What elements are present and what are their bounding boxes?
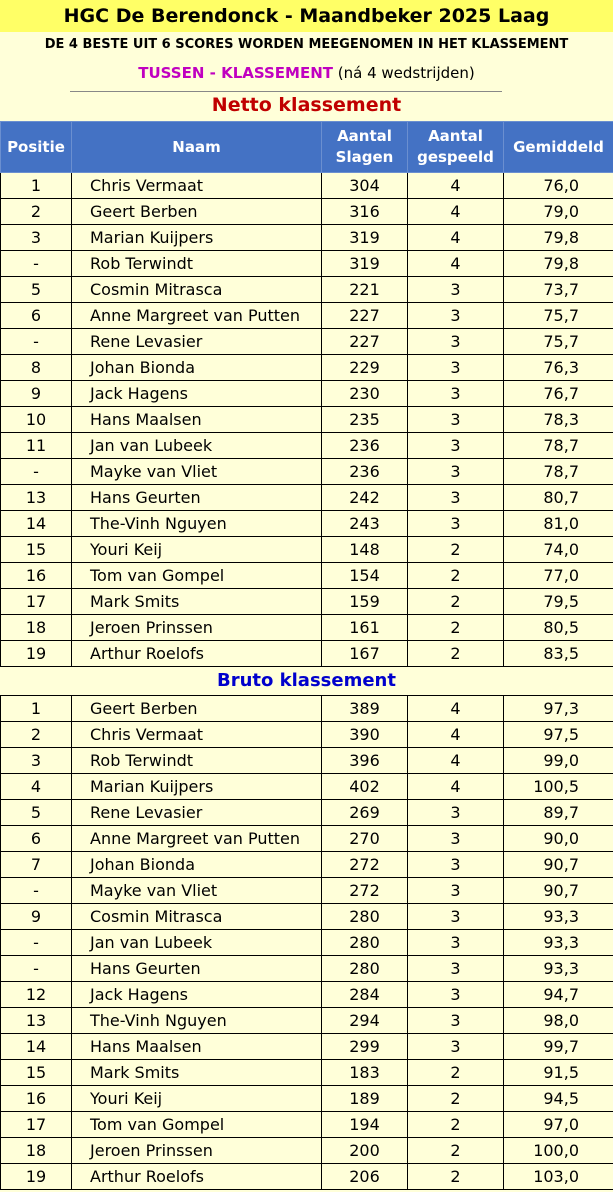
cell-slagen: 242 <box>322 485 408 511</box>
cell-positie: 6 <box>1 826 72 852</box>
cell-positie: 17 <box>1 1112 72 1138</box>
cell-gespeeld: 3 <box>408 459 504 485</box>
cell-gemiddeld: 77,0 <box>504 563 613 589</box>
cell-naam: Jeroen Prinssen <box>72 1138 322 1164</box>
table-row <box>1 800 613 826</box>
cell-naam: Jan van Lubeek <box>72 433 322 459</box>
cell-gemiddeld: 74,0 <box>504 537 613 563</box>
cell-naam: Mayke van Vliet <box>72 878 322 904</box>
cell-slagen: 390 <box>322 722 408 748</box>
cell-slagen: 280 <box>322 956 408 982</box>
table-row <box>1 433 613 459</box>
cell-positie: 7 <box>1 852 72 878</box>
table-row <box>1 852 613 878</box>
cell-gespeeld: 3 <box>408 433 504 459</box>
header-slagen-line2: Slagen <box>335 148 394 166</box>
cell-gespeeld: 2 <box>408 589 504 615</box>
cell-gespeeld: 3 <box>408 277 504 303</box>
cell-slagen: 183 <box>322 1060 408 1086</box>
cell-positie: 14 <box>1 1034 72 1060</box>
table-row <box>1 982 613 1008</box>
cell-slagen: 200 <box>322 1138 408 1164</box>
cell-gespeeld: 2 <box>408 1060 504 1086</box>
cell-gemiddeld: 78,7 <box>504 459 613 485</box>
cell-gemiddeld: 80,7 <box>504 485 613 511</box>
cell-slagen: 154 <box>322 563 408 589</box>
interim-ranking-label <box>0 58 613 90</box>
cell-positie: 15 <box>1 537 72 563</box>
tussen-klassement-text: TUSSEN - KLASSEMENT <box>138 64 333 82</box>
cell-naam: Jack Hagens <box>72 381 322 407</box>
cell-positie: - <box>1 930 72 956</box>
cell-gemiddeld: 79,8 <box>504 251 613 277</box>
header-aantal-gespeeld <box>408 122 504 173</box>
cell-gespeeld: 3 <box>408 904 504 930</box>
cell-gespeeld: 3 <box>408 930 504 956</box>
cell-positie: 2 <box>1 199 72 225</box>
cell-gespeeld: 3 <box>408 1008 504 1034</box>
cell-slagen: 316 <box>322 199 408 225</box>
table-row <box>1 537 613 563</box>
cell-naam: Chris Vermaat <box>72 722 322 748</box>
cell-gespeeld: 3 <box>408 956 504 982</box>
cell-positie: - <box>1 329 72 355</box>
cell-gemiddeld: 100,5 <box>504 774 613 800</box>
cell-slagen: 272 <box>322 852 408 878</box>
table-row <box>1 748 613 774</box>
table-row <box>1 303 613 329</box>
cell-slagen: 235 <box>322 407 408 433</box>
cell-slagen: 396 <box>322 748 408 774</box>
table-row <box>1 511 613 537</box>
cell-slagen: 294 <box>322 1008 408 1034</box>
table-row <box>1 199 613 225</box>
cell-slagen: 230 <box>322 381 408 407</box>
cell-positie: 19 <box>1 641 72 667</box>
cell-naam: The-Vinh Nguyen <box>72 511 322 537</box>
cell-naam: Anne Margreet van Putten <box>72 826 322 852</box>
cell-naam: Geert Berben <box>72 696 322 722</box>
cell-gespeeld: 2 <box>408 1086 504 1112</box>
cell-naam: Hans Geurten <box>72 485 322 511</box>
cell-gespeeld: 4 <box>408 748 504 774</box>
table-row <box>1 696 613 722</box>
cell-slagen: 189 <box>322 1086 408 1112</box>
page-title: HGC De Berendonck - Maandbeker 2025 Laag <box>0 0 613 32</box>
cell-slagen: 243 <box>322 511 408 537</box>
cell-gespeeld: 4 <box>408 173 504 199</box>
cell-slagen: 319 <box>322 251 408 277</box>
table-row <box>1 1138 613 1164</box>
cell-positie: 13 <box>1 1008 72 1034</box>
cell-naam: Cosmin Mitrasca <box>72 904 322 930</box>
cell-positie: 19 <box>1 1164 72 1190</box>
cell-gemiddeld: 93,3 <box>504 930 613 956</box>
table-row <box>1 956 613 982</box>
header-positie: Positie <box>1 122 72 173</box>
cell-slagen: 148 <box>322 537 408 563</box>
cell-gespeeld: 3 <box>408 878 504 904</box>
cell-naam: Rob Terwindt <box>72 251 322 277</box>
cell-positie: 18 <box>1 615 72 641</box>
header-aantal-slagen <box>322 122 408 173</box>
table-row <box>1 641 613 667</box>
cell-naam: Youri Keij <box>72 537 322 563</box>
table-row <box>1 826 613 852</box>
cell-naam: Hans Maalsen <box>72 407 322 433</box>
cell-slagen: 206 <box>322 1164 408 1190</box>
header-gespeeld-line2: gespeeld <box>417 148 494 166</box>
cell-naam: Youri Keij <box>72 1086 322 1112</box>
cell-naam: Cosmin Mitrasca <box>72 277 322 303</box>
cell-gemiddeld: 75,7 <box>504 329 613 355</box>
cell-positie: 6 <box>1 303 72 329</box>
cell-gemiddeld: 78,7 <box>504 433 613 459</box>
cell-naam: Tom van Gompel <box>72 563 322 589</box>
cell-naam: Geert Berben <box>72 199 322 225</box>
header-gemiddeld: Gemiddeld <box>504 122 613 173</box>
cell-slagen: 304 <box>322 173 408 199</box>
cell-gemiddeld: 79,0 <box>504 199 613 225</box>
cell-gemiddeld: 94,5 <box>504 1086 613 1112</box>
table-row <box>1 1008 613 1034</box>
table-row <box>1 1086 613 1112</box>
cell-slagen: 221 <box>322 277 408 303</box>
table-row <box>1 459 613 485</box>
cell-gemiddeld: 97,3 <box>504 696 613 722</box>
cell-positie: 8 <box>1 355 72 381</box>
cell-slagen: 227 <box>322 329 408 355</box>
cell-naam: Hans Geurten <box>72 956 322 982</box>
cell-naam: Anne Margreet van Putten <box>72 303 322 329</box>
cell-gespeeld: 4 <box>408 722 504 748</box>
cell-positie: 9 <box>1 381 72 407</box>
cell-naam: Hans Maalsen <box>72 1034 322 1060</box>
cell-slagen: 236 <box>322 459 408 485</box>
table-row <box>1 355 613 381</box>
cell-gemiddeld: 75,7 <box>504 303 613 329</box>
cell-positie: 1 <box>1 696 72 722</box>
cell-gemiddeld: 99,0 <box>504 748 613 774</box>
cell-positie: 14 <box>1 511 72 537</box>
cell-naam: Mark Smits <box>72 1060 322 1086</box>
cell-gemiddeld: 79,5 <box>504 589 613 615</box>
bruto-section-title: Bruto klassement <box>217 670 396 691</box>
cell-naam: Marian Kuijpers <box>72 774 322 800</box>
cell-gemiddeld: 90,7 <box>504 878 613 904</box>
table-row <box>1 251 613 277</box>
netto-rows <box>1 173 613 667</box>
cell-positie: 1 <box>1 173 72 199</box>
cell-gemiddeld: 93,3 <box>504 904 613 930</box>
cell-gespeeld: 2 <box>408 563 504 589</box>
table-row <box>1 615 613 641</box>
cell-slagen: 161 <box>322 615 408 641</box>
cell-naam: Jan van Lubeek <box>72 930 322 956</box>
cell-gemiddeld: 83,5 <box>504 641 613 667</box>
cell-naam: The-Vinh Nguyen <box>72 1008 322 1034</box>
cell-slagen: 272 <box>322 878 408 904</box>
after-matches-note: (ná 4 wedstrijden) <box>333 64 475 82</box>
cell-positie: - <box>1 459 72 485</box>
cell-positie: 13 <box>1 485 72 511</box>
table-row <box>1 173 613 199</box>
cell-positie: 11 <box>1 433 72 459</box>
cell-gespeeld: 2 <box>408 1138 504 1164</box>
cell-gemiddeld: 97,0 <box>504 1112 613 1138</box>
cell-gespeeld: 4 <box>408 696 504 722</box>
cell-positie: 5 <box>1 277 72 303</box>
cell-gemiddeld: 94,7 <box>504 982 613 1008</box>
cell-positie: - <box>1 956 72 982</box>
cell-gemiddeld: 76,0 <box>504 173 613 199</box>
cell-gespeeld: 3 <box>408 355 504 381</box>
cell-positie: 15 <box>1 1060 72 1086</box>
cell-slagen: 236 <box>322 433 408 459</box>
cell-gespeeld: 3 <box>408 485 504 511</box>
cell-naam: Arthur Roelofs <box>72 1164 322 1190</box>
cell-positie: 9 <box>1 904 72 930</box>
cell-positie: 12 <box>1 982 72 1008</box>
table-row <box>1 1112 613 1138</box>
cell-positie: 3 <box>1 225 72 251</box>
cell-slagen: 194 <box>322 1112 408 1138</box>
cell-slagen: 389 <box>322 696 408 722</box>
cell-gespeeld: 3 <box>408 982 504 1008</box>
cell-slagen: 229 <box>322 355 408 381</box>
cell-positie: 3 <box>1 748 72 774</box>
table-row <box>1 904 613 930</box>
cell-gespeeld: 2 <box>408 615 504 641</box>
table-row <box>1 329 613 355</box>
cell-gemiddeld: 93,3 <box>504 956 613 982</box>
cell-positie: - <box>1 878 72 904</box>
cell-gemiddeld: 90,0 <box>504 826 613 852</box>
cell-positie: 16 <box>1 563 72 589</box>
cell-gemiddeld: 100,0 <box>504 1138 613 1164</box>
cell-gespeeld: 2 <box>408 1164 504 1190</box>
cell-positie: 4 <box>1 774 72 800</box>
table-row <box>1 407 613 433</box>
cell-naam: Johan Bionda <box>72 852 322 878</box>
cell-gespeeld: 4 <box>408 225 504 251</box>
cell-gespeeld: 3 <box>408 800 504 826</box>
cell-gemiddeld: 103,0 <box>504 1164 613 1190</box>
cell-gespeeld: 4 <box>408 199 504 225</box>
bruto-table <box>0 695 613 1190</box>
cell-gespeeld: 3 <box>408 303 504 329</box>
cell-gespeeld: 4 <box>408 251 504 277</box>
cell-gespeeld: 3 <box>408 381 504 407</box>
cell-gespeeld: 3 <box>408 852 504 878</box>
cell-naam: Jack Hagens <box>72 982 322 1008</box>
table-row <box>1 563 613 589</box>
cell-gemiddeld: 79,8 <box>504 225 613 251</box>
cell-naam: Arthur Roelofs <box>72 641 322 667</box>
table-row <box>1 722 613 748</box>
cell-positie: 17 <box>1 589 72 615</box>
cell-naam: Chris Vermaat <box>72 173 322 199</box>
table-row <box>1 878 613 904</box>
cell-naam: Rene Levasier <box>72 800 322 826</box>
table-header-row <box>1 122 613 173</box>
cell-naam: Jeroen Prinssen <box>72 615 322 641</box>
cell-gemiddeld: 98,0 <box>504 1008 613 1034</box>
cell-gemiddeld: 90,7 <box>504 852 613 878</box>
cell-positie: 10 <box>1 407 72 433</box>
table-row <box>1 1034 613 1060</box>
table-row <box>1 1060 613 1086</box>
bruto-rows <box>1 696 613 1190</box>
cell-gemiddeld: 76,3 <box>504 355 613 381</box>
table-row <box>1 589 613 615</box>
cell-positie: 5 <box>1 800 72 826</box>
cell-gemiddeld: 89,7 <box>504 800 613 826</box>
cell-gemiddeld: 80,5 <box>504 615 613 641</box>
cell-naam: Rob Terwindt <box>72 748 322 774</box>
cell-gespeeld: 3 <box>408 511 504 537</box>
cell-gemiddeld: 76,7 <box>504 381 613 407</box>
cell-gemiddeld: 73,7 <box>504 277 613 303</box>
cell-gespeeld: 4 <box>408 774 504 800</box>
cell-slagen: 280 <box>322 904 408 930</box>
table-row <box>1 1164 613 1190</box>
cell-gemiddeld: 81,0 <box>504 511 613 537</box>
cell-gespeeld: 3 <box>408 1034 504 1060</box>
cell-slagen: 159 <box>322 589 408 615</box>
cell-slagen: 280 <box>322 930 408 956</box>
cell-positie: 18 <box>1 1138 72 1164</box>
cell-slagen: 299 <box>322 1034 408 1060</box>
cell-gespeeld: 2 <box>408 537 504 563</box>
netto-table <box>0 121 613 667</box>
scoring-rule-note: DE 4 BESTE UIT 6 SCORES WORDEN MEEGENOMEN IN HET KLASSEMENT <box>44 37 569 52</box>
cell-naam: Marian Kuijpers <box>72 225 322 251</box>
cell-gespeeld: 2 <box>408 641 504 667</box>
cell-gemiddeld: 99,7 <box>504 1034 613 1060</box>
cell-naam: Mark Smits <box>72 589 322 615</box>
table-row <box>1 930 613 956</box>
cell-gespeeld: 2 <box>408 1112 504 1138</box>
cell-slagen: 284 <box>322 982 408 1008</box>
cell-naam: Johan Bionda <box>72 355 322 381</box>
cell-slagen: 402 <box>322 774 408 800</box>
header-gespeeld-line1: Aantal <box>428 127 483 145</box>
cell-gemiddeld: 78,3 <box>504 407 613 433</box>
cell-gespeeld: 3 <box>408 407 504 433</box>
cell-gemiddeld: 91,5 <box>504 1060 613 1086</box>
cell-positie: 2 <box>1 722 72 748</box>
cell-slagen: 167 <box>322 641 408 667</box>
cell-positie: 16 <box>1 1086 72 1112</box>
table-row <box>1 774 613 800</box>
header-slagen-line1: Aantal <box>337 127 392 145</box>
table-row <box>1 277 613 303</box>
table-row <box>1 381 613 407</box>
cell-slagen: 319 <box>322 225 408 251</box>
cell-gespeeld: 3 <box>408 826 504 852</box>
cell-positie: - <box>1 251 72 277</box>
cell-slagen: 227 <box>322 303 408 329</box>
cell-gespeeld: 3 <box>408 329 504 355</box>
divider <box>70 91 502 92</box>
cell-gemiddeld: 97,5 <box>504 722 613 748</box>
cell-slagen: 269 <box>322 800 408 826</box>
cell-naam: Rene Levasier <box>72 329 322 355</box>
cell-naam: Mayke van Vliet <box>72 459 322 485</box>
table-row <box>1 225 613 251</box>
netto-section-title: Netto klassement <box>211 94 402 116</box>
table-row <box>1 485 613 511</box>
cell-naam: Tom van Gompel <box>72 1112 322 1138</box>
cell-slagen: 270 <box>322 826 408 852</box>
header-naam: Naam <box>72 122 322 173</box>
